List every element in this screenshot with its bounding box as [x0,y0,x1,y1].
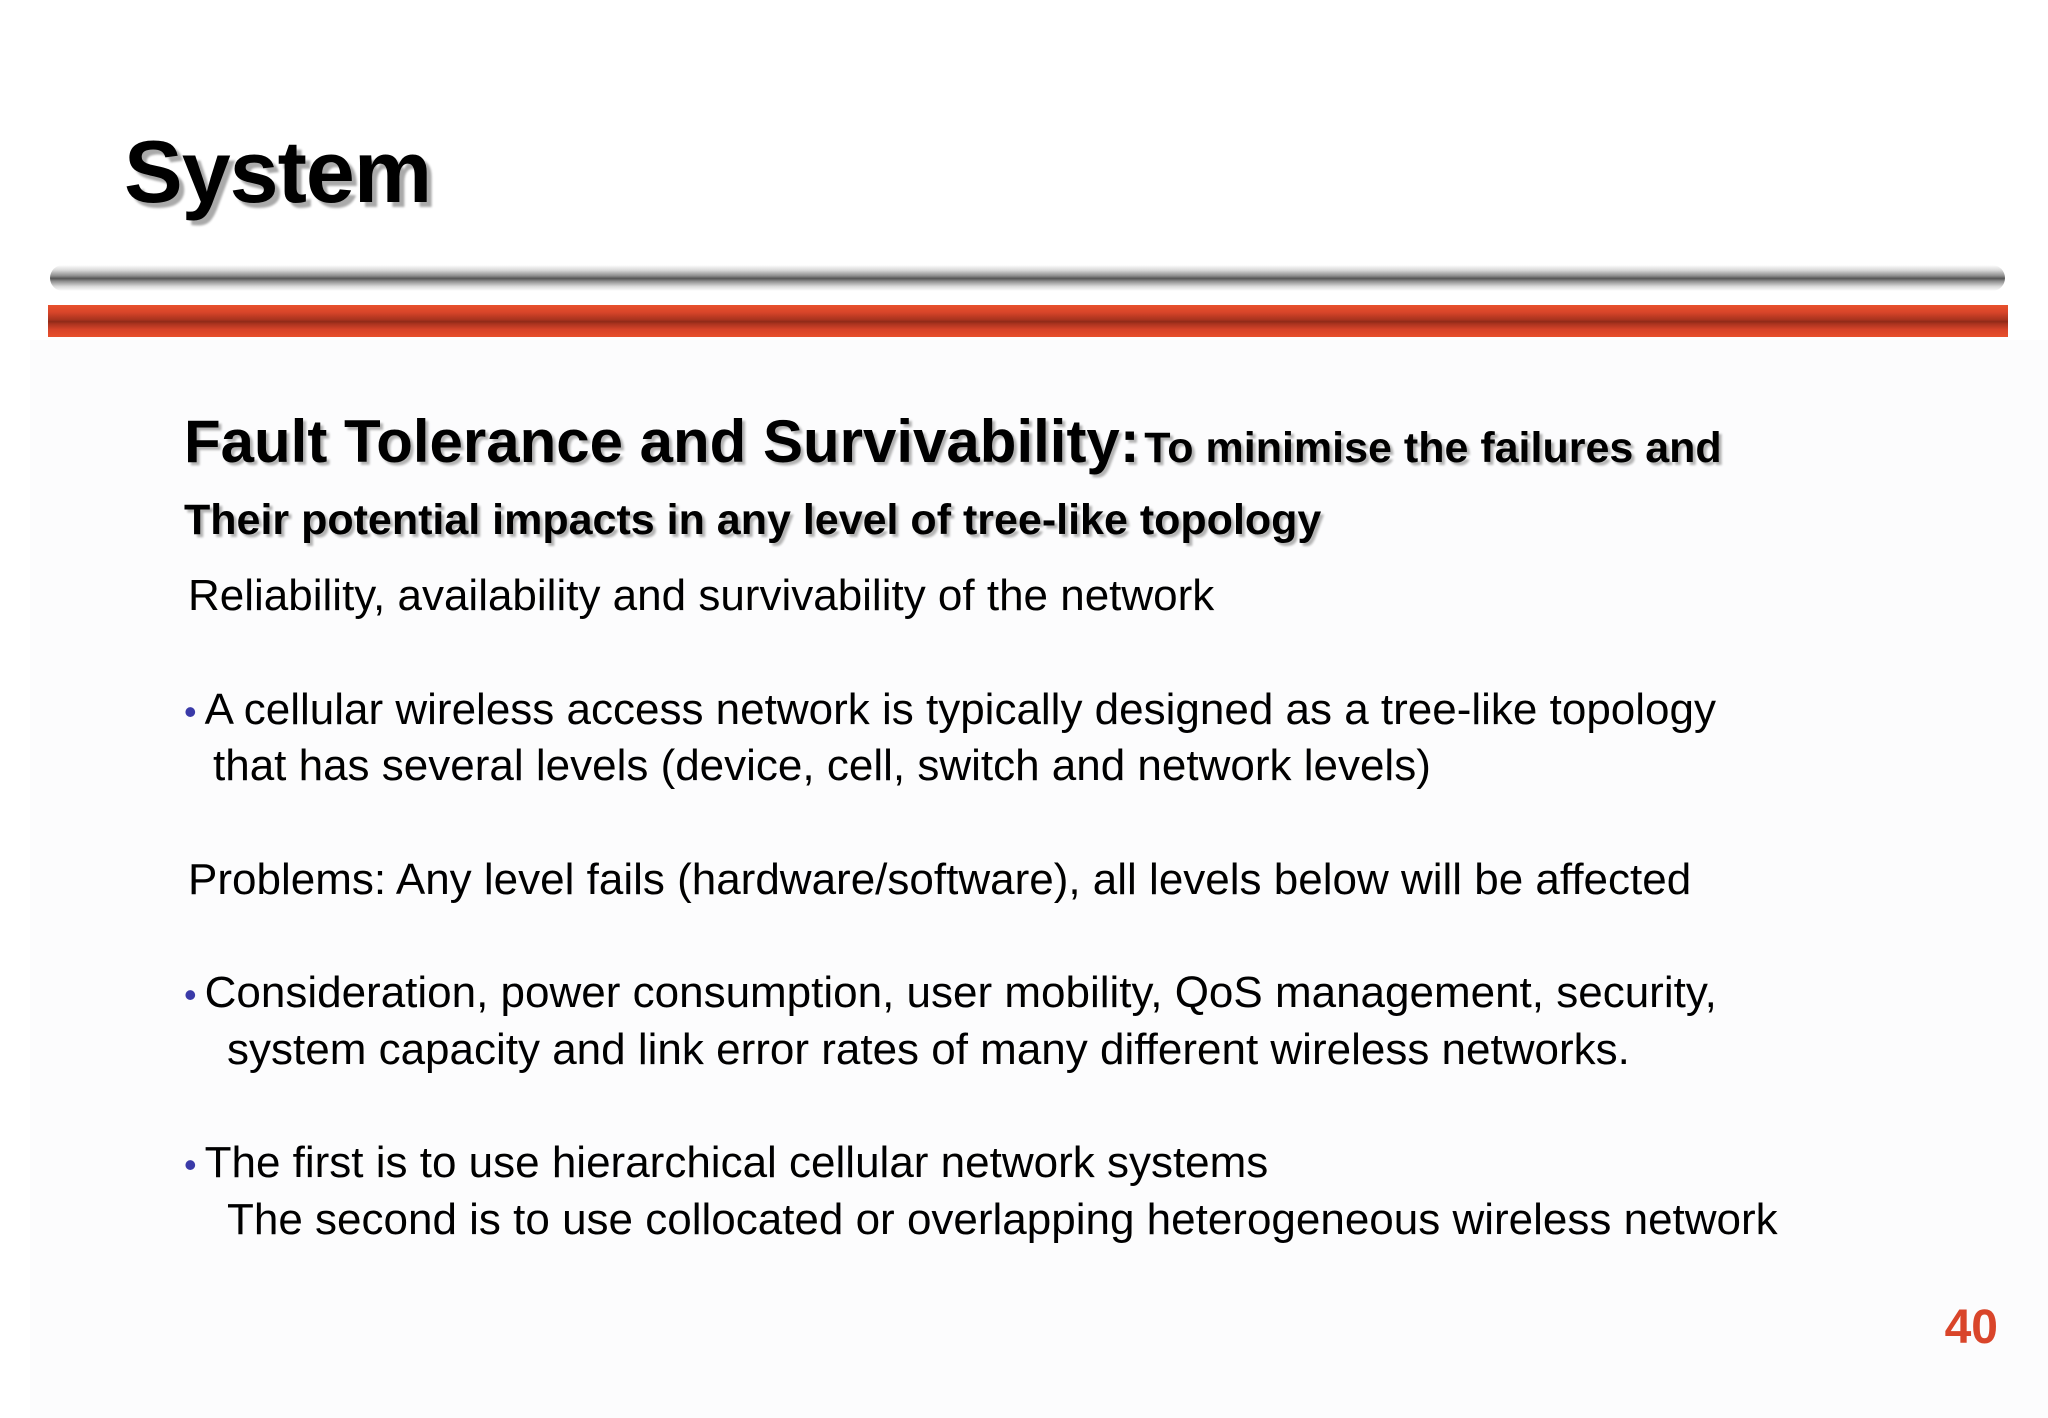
bullet-item-1 [184,681,1716,740]
intro-text: Reliability, availability and survivability of the network [188,571,1215,620]
page-number: 40 [1944,1301,1998,1354]
title-divider-gray [50,265,2005,291]
bullet-item-2-continuation: system capacity and link error rates of many different wireless networks. [227,1025,1630,1074]
section-heading-line-1 [184,408,1984,492]
bullet-item-2 [184,964,1717,1023]
problems-text: Problems: Any level fails (hardware/software), all levels below will be affected [188,855,1692,904]
title-divider-red [48,305,2008,337]
bullet-item-2-text: Consideration, power consumption, user mobility, QoS management, security, [204,968,1717,1017]
section-heading-main: Fault Tolerance and Survivability: [184,408,1140,475]
bullet-item-1-text: A cellular wireless access network is typically designed as a tree-like topology [204,685,1716,734]
bullet-item-3-text: The first is to use hierarchical cellular network systems [204,1138,1269,1187]
bullet-item-1-continuation: that has several levels (device, cell, switch and network levels) [213,741,1431,790]
bullet-icon: • [184,974,197,1015]
bullet-icon: • [184,691,197,732]
bullet-item-3-continuation: The second is to use collocated or overlapping heterogeneous wireless network [227,1195,1778,1244]
section-heading-sub: To minimise the failures and [1144,424,1722,472]
section-heading [184,408,1984,548]
section-heading-line-2: Their potential impacts in any level of tree-like topology [184,496,1322,544]
bullet-icon: • [184,1144,197,1185]
bullet-item-3 [184,1134,1268,1193]
slide-title: System [124,122,432,221]
